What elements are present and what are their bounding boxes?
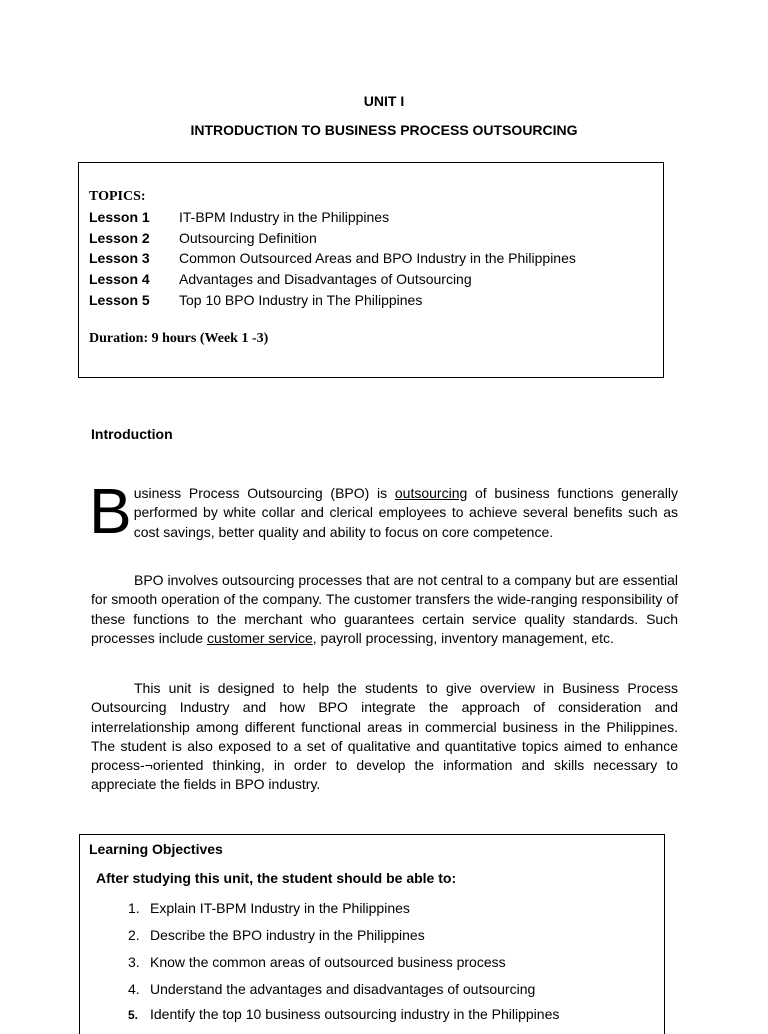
lesson-row [89, 292, 422, 308]
lesson-row [89, 271, 472, 287]
objective-item [128, 954, 506, 970]
paragraph-text: BPO involves outsourcing processes that are not central to a company but are essential for smooth operation of the company. The customer transfers the wide-ranging responsibility of these functions to the merchant who guarantees certain service quality standards. Such processes include [91, 572, 678, 646]
lesson-title: Common Outsourced Areas and BPO Industry in the Philippines [179, 250, 576, 266]
lesson-row [89, 209, 389, 225]
lesson-label: Lesson 5 [89, 292, 150, 308]
objectives-intro: After studying this unit, the student should be able to: [96, 870, 457, 886]
objective-text: Know the common areas of outsourced business process [150, 954, 506, 970]
intro-paragraph-3: This unit is designed to help the students to give overview in Business Process Outsourcing Industry and how BPO integrate the approach of consideration and interrelationship among different functional areas in commercial business in the Philippines. The student is also exposed to a set of qualitative and quantitative topics aimed to enhance process-¬oriented thinking, in order to develop the information and skills necessary to appreciate the fields in BPO industry. [91, 680, 678, 793]
duration-text: Duration: 9 hours (Week 1 -3) [89, 331, 269, 346]
lesson-title: Outsourcing Definition [179, 230, 317, 246]
lesson-label: Lesson 2 [89, 230, 150, 246]
topics-box [78, 162, 664, 378]
intro-paragraph-2 [91, 571, 678, 648]
lesson-label: Lesson 3 [89, 250, 150, 266]
customer-service-link[interactable]: customer service [206, 629, 313, 646]
introduction-heading: Introduction [91, 426, 173, 442]
objectives-heading: Learning Objectives [89, 841, 223, 857]
lesson-title: Advantages and Disadvantages of Outsourcing [179, 271, 472, 287]
objective-item [128, 927, 425, 943]
objective-item [128, 1006, 559, 1022]
topics-heading: TOPICS: [89, 189, 146, 204]
objective-item [128, 981, 535, 997]
drop-cap: B [89, 475, 132, 547]
objective-item [128, 900, 410, 916]
lesson-label: Lesson 1 [89, 209, 150, 225]
lesson-title: Top 10 BPO Industry in The Philippines [179, 292, 423, 308]
paragraph-text: usiness Process Outsourcing (BPO) is [133, 485, 395, 501]
intro-paragraph-1 [89, 475, 678, 547]
objective-number: 3. [128, 954, 140, 970]
objective-text: Understand the advantages and disadvantages of outsourcing [150, 981, 536, 997]
outsourcing-link[interactable]: outsourcing [394, 485, 468, 501]
lesson-label: Lesson 4 [89, 271, 150, 287]
objective-text: Explain IT-BPM Industry in the Philippines [150, 900, 410, 916]
objective-text: Describe the BPO industry in the Philippines [150, 927, 425, 943]
lesson-row [89, 250, 576, 266]
objective-number: 2. [128, 927, 140, 943]
unit-title: UNIT I [363, 93, 405, 109]
objective-text: Identify the top 10 business outsourcing industry in the Philippines [150, 1006, 560, 1022]
paragraph-text: of business functions generally performed by white collar and clerical employees to achieve several benefits such as cost savings, better quality and ability to focus on core competence. [133, 485, 678, 540]
lesson-title: IT-BPM Industry in the Philippines [179, 209, 390, 225]
objective-number: 1. [128, 900, 140, 916]
objective-number: 5. [128, 1008, 139, 1022]
lesson-row [89, 230, 317, 246]
paragraph-text: , payroll processing, inventory management, etc. [312, 629, 614, 646]
objective-number: 4. [128, 981, 140, 997]
document-title: INTRODUCTION TO BUSINESS PROCESS OUTSOURCING [190, 122, 578, 138]
learning-objectives-box [79, 834, 665, 1034]
